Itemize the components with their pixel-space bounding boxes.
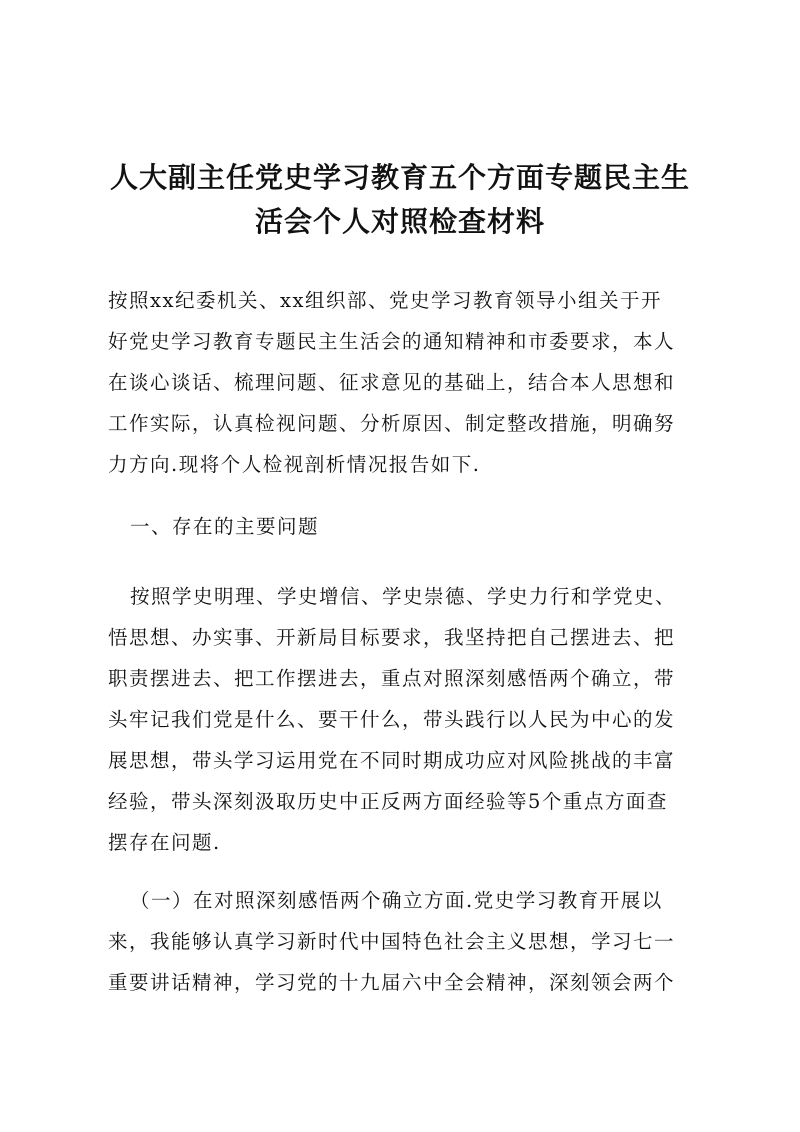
section-line: 摆存在问题. bbox=[108, 831, 221, 854]
section-line: 头牢记我们党是什么、要干什么，带头践行以人民为中心的发 bbox=[108, 708, 676, 731]
title-line: 人大副主任党史学习教育五个方面专题民主生 bbox=[109, 161, 690, 194]
intro-line: 按照xx纪委机关、xx组织部、党史学习教育领导小组关于开 bbox=[108, 289, 662, 312]
document-title bbox=[80, 156, 720, 244]
section-line: 职责摆进去、把工作摆进去，重点对照深刻感悟两个确立，带 bbox=[108, 667, 676, 690]
subsection-line: 来，我能够认真学习新时代中国特色社会主义思想，学习七一 bbox=[108, 930, 676, 953]
section-line: 按照学史明理、学史增信、学史崇德、学史力行和学党史、 bbox=[130, 585, 677, 608]
subsection-line: 重要讲话精神，学习党的十九届六中全会精神，深刻领会两个 bbox=[108, 971, 676, 994]
section-line: 经验，带头深刻汲取历史中正反两方面经验等5个重点方面查 bbox=[108, 790, 668, 813]
intro-line: 好党史学习教育专题民主生活会的通知精神和市委要求，本人 bbox=[108, 330, 676, 353]
title-line: 活会个人对照检查材料 bbox=[254, 205, 545, 238]
intro-line: 力方向.现将个人检视剖析情况报告如下. bbox=[108, 453, 481, 476]
section-heading: 一、存在的主要问题 bbox=[130, 515, 320, 538]
section-paragraph bbox=[108, 576, 692, 863]
subsection-line: （一）在对照深刻感悟两个确立方面.党史学习教育开展以 bbox=[130, 889, 663, 912]
intro-paragraph bbox=[108, 280, 692, 485]
subsection-paragraph bbox=[108, 880, 692, 1003]
intro-line: 工作实际，认真检视问题、分析原因、制定整改措施，明确努 bbox=[108, 412, 676, 435]
section-heading-paragraph bbox=[108, 506, 692, 547]
intro-line: 在谈心谈话、梳理问题、征求意见的基础上，结合本人思想和 bbox=[108, 371, 676, 394]
section-line: 悟思想、办实事、开新局目标要求，我坚持把自己摆进去、把 bbox=[108, 626, 676, 649]
section-line: 展思想，带头学习运用党在不同时期成功应对风险挑战的丰富 bbox=[108, 749, 676, 772]
